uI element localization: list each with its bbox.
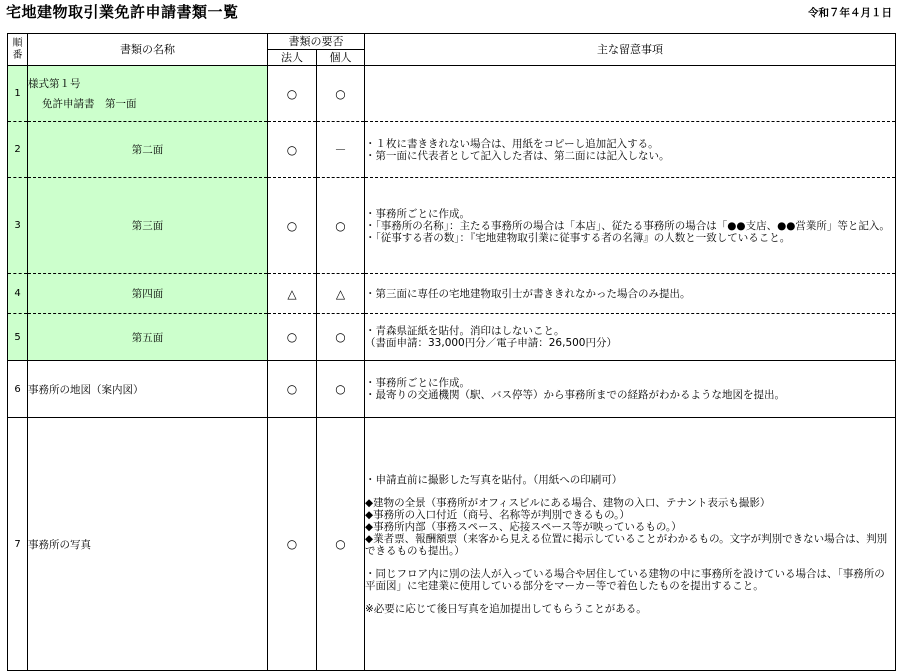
header-name: 書類の名称 bbox=[28, 34, 268, 66]
note-line: （書面申請：33,000円分／電子申請：26,500円分） bbox=[365, 337, 617, 349]
notes bbox=[365, 178, 896, 274]
note-line: ・「従事する者の数」：『宅地建物取引業に従事する者の名簿』の人数と一致していること。 bbox=[365, 231, 791, 244]
notes bbox=[365, 361, 896, 418]
header-individual: 個人 bbox=[317, 50, 365, 66]
note-line: ◆建物の全景（事務所がオフィスビルにある場合、建物の入口、テナント表示も撮影） bbox=[365, 496, 771, 509]
individual-requirement: ○ bbox=[317, 314, 365, 361]
document-name bbox=[28, 361, 268, 418]
corporate-requirement: ○ bbox=[268, 314, 317, 361]
notes-spacer bbox=[365, 557, 895, 568]
note-line: ・１枚に書ききれない場合は、用紙をコピーし追加記入する。 bbox=[365, 137, 659, 150]
row-number: 3 bbox=[8, 178, 28, 274]
note-line: ◆業者票、報酬額票（来客から見える位置に掲示していることがわかるもの。文字が判別できない場合は、判別できるものも提出。） bbox=[365, 532, 888, 557]
note-line: ・最寄りの交通機関（駅、バス停等）から事務所までの経路がわかるような地図を提出。 bbox=[365, 389, 785, 401]
notes bbox=[365, 66, 896, 122]
header-no: 順番 bbox=[8, 34, 28, 66]
document-name-text: 事務所の地図（案内図） bbox=[28, 383, 144, 396]
note-line: ・事務所ごとに作成。 bbox=[365, 207, 470, 220]
header-notes: 主な留意事項 bbox=[365, 34, 896, 66]
document-name bbox=[28, 274, 268, 314]
document-name bbox=[28, 66, 268, 122]
document-name bbox=[28, 178, 268, 274]
corporate-requirement: ○ bbox=[268, 122, 317, 178]
table-row bbox=[8, 66, 896, 122]
row-number: 1 bbox=[8, 66, 28, 122]
notes-spacer bbox=[365, 486, 895, 497]
document-date: 令和７年４月１日 bbox=[808, 7, 892, 19]
header-requirement: 書類の要否 bbox=[268, 34, 365, 50]
note-line: ・第一面に代表者として記入した者は、第二面には記入しない。 bbox=[365, 149, 670, 162]
document-name-text: 第四面 bbox=[131, 288, 164, 300]
individual-requirement: － bbox=[317, 122, 365, 178]
notes bbox=[365, 274, 896, 314]
row-number: 4 bbox=[8, 274, 28, 314]
notes-spacer bbox=[365, 592, 895, 603]
corporate-requirement: △ bbox=[268, 274, 317, 314]
individual-requirement: ○ bbox=[317, 66, 365, 122]
note-line: ・「事務所の名称」：主たる事務所の場合は「本店」、従たる事務所の場合は「●●支店、●●営業所」等と記入。 bbox=[365, 219, 890, 232]
note-line: ◆事務所の入口付近（商号、名称等が判別できるもの。） bbox=[365, 508, 630, 521]
row-number: 7 bbox=[8, 418, 28, 671]
note-line: ・青森県証紙を貼付。消印はしないこと。 bbox=[365, 325, 565, 337]
table-row bbox=[8, 418, 896, 671]
document-name-text: 第三面 bbox=[131, 220, 164, 232]
note-line: ・申請直前に撮影した写真を貼付。（用紙への印刷可） bbox=[365, 473, 623, 486]
document-name-text: 様式第１号 bbox=[28, 78, 81, 90]
document-title: 宅地建物取引業免許申請書類一覧 bbox=[6, 3, 239, 21]
notes bbox=[365, 418, 896, 671]
corporate-requirement: ○ bbox=[268, 178, 317, 274]
individual-requirement: △ bbox=[317, 274, 365, 314]
corporate-requirement: ○ bbox=[268, 418, 317, 671]
document-name bbox=[28, 314, 268, 361]
note-line: ◆事務所内部（事務スペース、応接スペース等が映っているもの。） bbox=[365, 520, 682, 533]
document-name-text: 第二面 bbox=[131, 144, 164, 156]
document-subname: 免許申請書 第一面 bbox=[42, 98, 137, 110]
individual-requirement: ○ bbox=[317, 361, 365, 418]
table-row bbox=[8, 274, 896, 314]
note-line: ・事務所ごとに作成。 bbox=[365, 377, 470, 389]
row-number: 2 bbox=[8, 122, 28, 178]
notes bbox=[365, 314, 896, 361]
row-number: 6 bbox=[8, 361, 28, 418]
corporate-requirement: ○ bbox=[268, 66, 317, 122]
corporate-requirement: ○ bbox=[268, 361, 317, 418]
table-row bbox=[8, 361, 896, 418]
table-body bbox=[8, 66, 896, 671]
note-line: ・第三面に専任の宅地建物取引士が書ききれなかった場合のみ提出。 bbox=[365, 287, 691, 300]
header-corporate: 法人 bbox=[268, 50, 317, 66]
table-row bbox=[8, 122, 896, 178]
note-line: ※必要に応じて後日写真を追加提出してもらうことがある。 bbox=[365, 602, 647, 615]
individual-requirement: ○ bbox=[317, 418, 365, 671]
row-number: 5 bbox=[8, 314, 28, 361]
table-row bbox=[8, 314, 896, 361]
individual-requirement: ○ bbox=[317, 178, 365, 274]
document-name-text: 事務所の写真 bbox=[28, 538, 91, 551]
document-name bbox=[28, 122, 268, 178]
table-row bbox=[8, 178, 896, 274]
document-name-text: 第五面 bbox=[131, 331, 164, 344]
document-name bbox=[28, 418, 268, 671]
note-line: ・同じフロア内に別の法人が入っている場合や居住している建物の中に事務所を設けている場合は、「事務所の平面図」に宅建業に使用している部分をマーカー等で着色したものを提出すること。 bbox=[365, 567, 885, 592]
documents-table bbox=[7, 33, 896, 671]
notes bbox=[365, 122, 896, 178]
